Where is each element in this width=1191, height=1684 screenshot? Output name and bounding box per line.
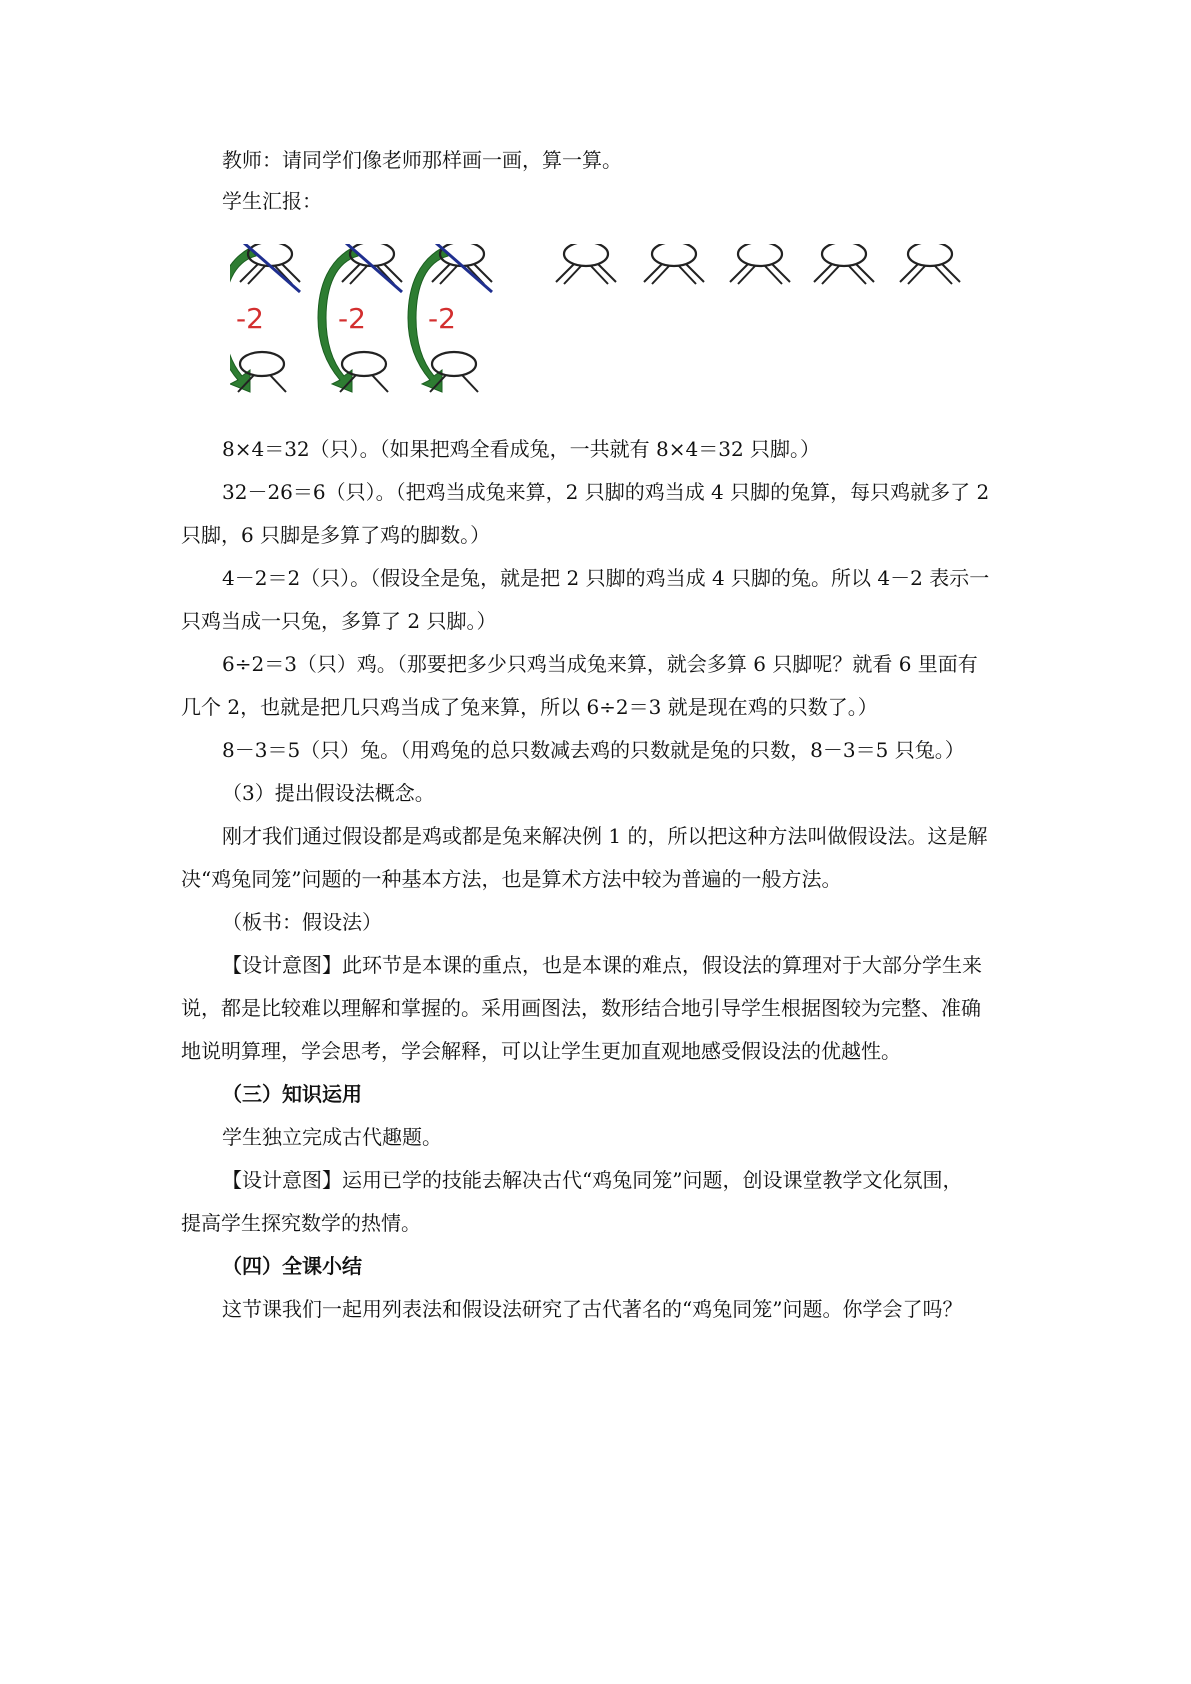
figure-icon — [644, 244, 704, 284]
figure-icon — [730, 244, 790, 284]
step-3-cont: 只鸡当成一只兔，多算了 2 只脚。） — [181, 609, 497, 633]
design-intent-2: 【设计意图】运用已学的技能去解决古代“鸡兔同笼”问题，创设课堂教学文化氛围， — [222, 1168, 963, 1192]
board-note: （板书：假设法） — [222, 910, 382, 934]
minus-label: -2 — [236, 302, 264, 335]
step-4: 6÷2＝3（只）鸡。（那要把多少只鸡当成兔来算，就会多算 6 只脚呢？就看 6 里面有 — [222, 652, 978, 676]
converted-column-2 — [318, 244, 402, 392]
section-3-heading: （3）提出假设法概念。 — [222, 781, 435, 805]
section-knowledge-application: （三）知识运用 — [222, 1082, 362, 1106]
design-intent-2-cont: 提高学生探究数学的热情。 — [181, 1211, 421, 1235]
figure-icon — [814, 244, 874, 284]
minus-label: -2 — [338, 302, 366, 335]
step-1: 8×4＝32（只）。（如果把鸡全看成兔，一共就有 8×4＝32 只脚。） — [222, 437, 821, 461]
section-summary: （四）全课小结 — [222, 1254, 362, 1278]
chicken-rabbit-diagram — [230, 244, 970, 424]
step-4-cont: 几个 2，也就是把几只鸡当成了兔来算，所以 6÷2＝3 就是现在鸡的只数了。） — [181, 695, 878, 719]
student-task: 学生独立完成古代趣题。 — [222, 1125, 442, 1149]
summary-text: 这节课我们一起用列表法和假设法研究了古代著名的“鸡兔同笼”问题。你学会了吗？ — [222, 1297, 963, 1321]
teacher-instruction: 教师：请同学们像老师那样画一画，算一算。 — [222, 148, 622, 172]
converted-column-1 — [230, 244, 300, 392]
concept-paragraph-cont: 决“鸡兔同笼”问题的一种基本方法，也是算术方法中较为普遍的一般方法。 — [181, 867, 842, 891]
step-2: 32－26＝6（只）。（把鸡当成兔来算，2 只脚的鸡当成 4 只脚的兔算，每只鸡就多了 2 — [222, 480, 990, 504]
step-5: 8－3＝5（只）兔。（用鸡兔的总只数减去鸡的只数就是兔的只数，8－3＝5 只兔。） — [222, 738, 965, 762]
design-intent-1-cont2: 地说明算理，学会思考，学会解释，可以让学生更加直观地感受假设法的优越性。 — [181, 1039, 901, 1063]
converted-column-3 — [408, 244, 492, 392]
step-3: 4－2＝2（只）。（假设全是兔，就是把 2 只脚的鸡当成 4 只脚的兔。所以 4－2 表示一 — [222, 566, 990, 590]
figure-icon — [556, 244, 616, 284]
design-intent-1: 【设计意图】此环节是本课的重点，也是本课的难点，假设法的算理对于大部分学生来 — [222, 953, 982, 977]
step-2-cont: 只脚，6 只脚是多算了鸡的脚数。） — [181, 523, 491, 547]
concept-paragraph: 刚才我们通过假设都是鸡或都是兔来解决例 1 的，所以把这种方法叫做假设法。这是解 — [222, 824, 988, 848]
design-intent-1-cont: 说，都是比较难以理解和掌握的。采用画图法，数形结合地引导学生根据图较为完整、准确 — [181, 996, 981, 1020]
minus-label: -2 — [428, 302, 456, 335]
student-report-label: 学生汇报： — [222, 189, 322, 213]
figure-icon — [900, 244, 960, 284]
